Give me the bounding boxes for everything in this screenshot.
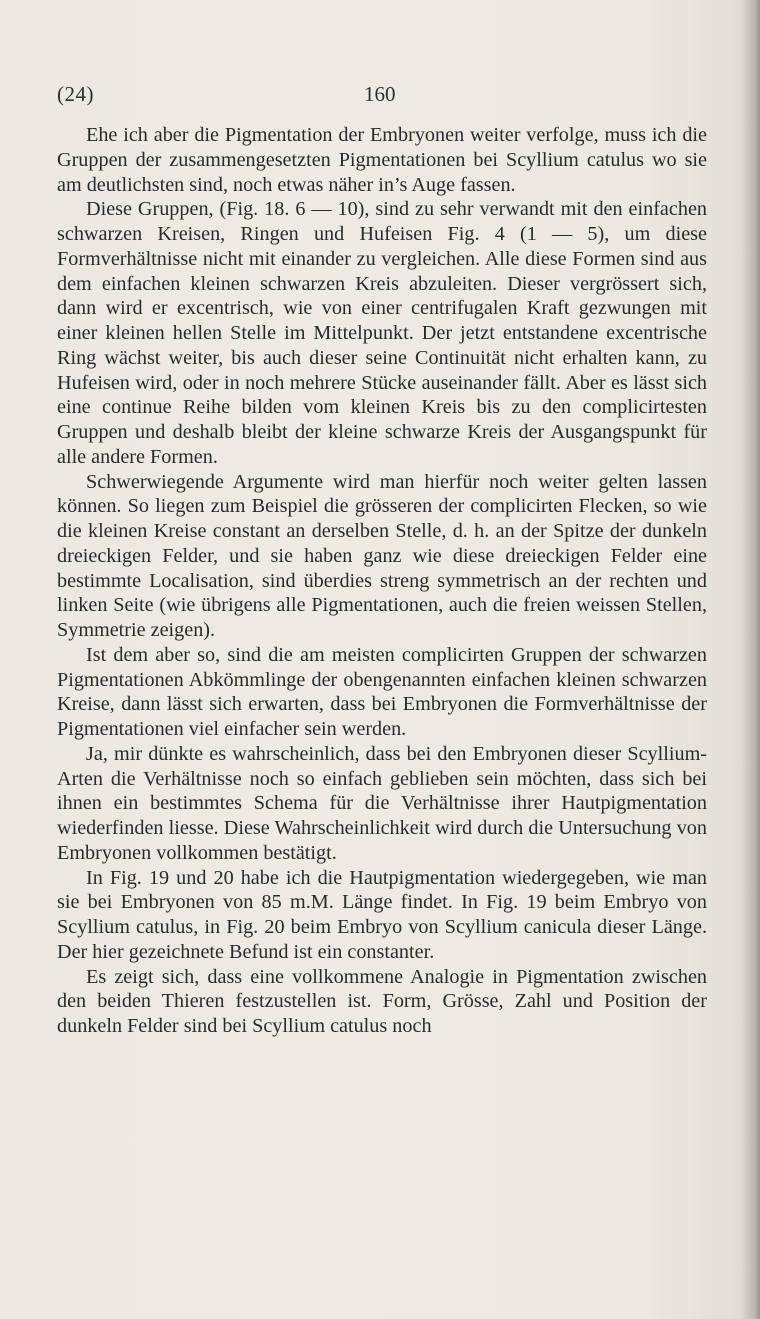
body-text [57, 123, 707, 1039]
paragraph: Diese Gruppen, (Fig. 18. 6 — 10), sind zu sehr verwandt mit den einfachen schwarzen Kreisen, Ringen und Hufeisen Fig. 4 (1 — 5), um diese Formverhältnisse nicht mit einander zu vergleichen. Alle diese Formen sind aus dem einfachen kleinen schwarzen Kreis abzuleiten. Dieser vergrössert sich, dann wird er excentrisch, wie von einer centrifugalen Kraft gezwungen mit einer kleinen hellen Stelle im Mittelpunkt. Der jetzt entstandene excentrische Ring wächst weiter, bis auch dieser seine Continuität nicht erhalten kann, zu Hufeisen wird, oder in noch mehrere Stücke auseinander fällt. Aber es lässt sich eine continue Reihe bilden vom kleinen Kreis bis zu den complicirtesten Gruppen und deshalb bleibt der kleine schwarze Kreis der Ausgangspunkt für alle andere Formen. [57, 198, 707, 468]
paragraph: Es zeigt sich, dass eine vollkommene Analogie in Pigmentation zwischen den beiden Thieren festzustellen ist. Form, Grösse, Zahl und Position der dunkeln Felder sind bei Scyllium catulus noch [57, 965, 707, 1037]
page-header [0, 82, 760, 112]
page-number: 160 [364, 82, 396, 106]
paragraph: Ehe ich aber die Pigmentation der Embryonen weiter verfolge, muss ich die Gruppen der zusammengesetzten Pigmentationen bei Scyllium catulus wo sie am deutlichsten sind, noch etwas näher in’s Auge fassen. [57, 124, 707, 196]
paragraph: Ist dem aber so, sind die am meisten complicirten Gruppen der schwarzen Pigmentationen Abkömmlinge der obengenannten einfachen kleinen schwarzen Kreise, dann lässt sich erwarten, dass bei Embryonen die Formverhältnisse der Pigmentationen viel einfacher sein werden. [57, 643, 707, 740]
paragraph: Ja, mir dünkte es wahrscheinlich, dass bei den Embryonen dieser Scyllium-Arten die Verhältnisse noch so einfach geblieben sein möchten, dass sich bei ihnen ein bestimmtes Schema für die Verhältnisse ihrer Hautpigmentation wiederfinden liesse. Diese Wahrscheinlichkeit wird durch die Untersuchung von Embryonen vollkommen bestätigt. [57, 742, 707, 864]
paragraph: Schwerwiegende Argumente wird man hierfür noch weiter gelten lassen können. So liegen zum Beispiel die grösseren der complicirten Flecken, so wie die kleinen Kreise constant an derselben Stelle, d. h. an der Spitze der dunkeln dreieckigen Felder, und sie haben ganz wie diese dreieckigen Felder eine bestimmte Localisation, sind überdies streng symmetrisch an der rechten und linken Seite (wie übrigens alle Pigmentationen, auch die freien weissen Stellen, Symmetrie zeigen). [57, 470, 707, 641]
page-edge-shadow [742, 0, 760, 1319]
paragraph: In Fig. 19 und 20 habe ich die Hautpigmentation wiedergegeben, wie man sie bei Embryonen von 85 m.M. Länge findet. In Fig. 19 beim Embryo von Scyllium catulus, in Fig. 20 beim Embryo von Scyllium canicula dieser Länge. Der hier gezeichnete Befund ist ein constanter. [57, 866, 707, 963]
page-label: (24) [57, 82, 94, 106]
